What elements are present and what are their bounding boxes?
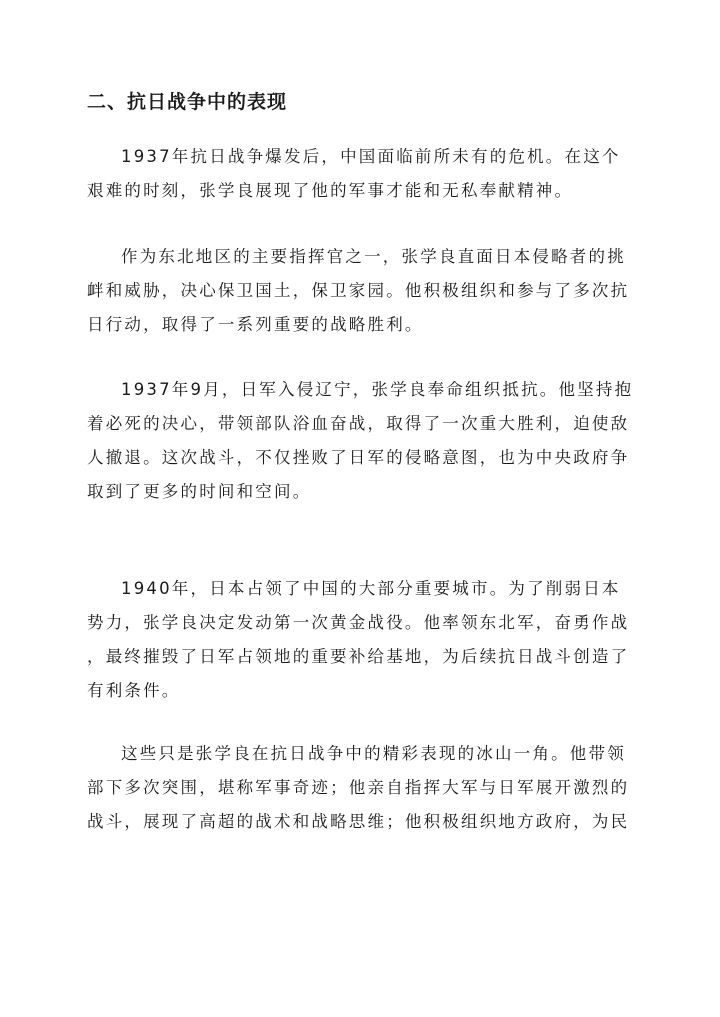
paragraph-2: [87, 240, 647, 342]
paragraph-line: 1937年抗日战争爆发后，中国面临前所未有的危机。在这个: [121, 147, 621, 166]
paragraph-line: 部下多次突围，堪称军事奇迹；他亲自指挥大军与日军展开激烈的: [87, 778, 630, 797]
paragraph-line: 日行动，取得了一系列重要的战略胜利。: [87, 315, 424, 334]
paragraph-line: 1940年，日本占领了中国的大部分重要城市。为了削弱日本: [121, 579, 621, 598]
paragraph-line: ，最终摧毁了日军占领地的重要补给基地，为后续抗日战斗创造了: [87, 647, 630, 666]
paragraph-4: [87, 572, 647, 708]
paragraph-line: 人撤退。这次战斗，不仅挫败了日军的侵略意图，也为中央政府争: [87, 448, 630, 467]
paragraph-line: 有利条件。: [87, 681, 181, 700]
paragraph-line: 着必死的决心，带领部队浴血奋战，取得了一次重大胜利，迫使敌: [87, 414, 630, 433]
paragraph-line: 艰难的时刻，张学良展现了他的军事才能和无私奉献精神。: [87, 181, 574, 200]
paragraph-line: 势力，张学良决定发动第一次黄金战役。他率领东北军，奋勇作战: [87, 613, 630, 632]
paragraph-line: 衅和威胁，决心保卫国土，保卫家园。他积极组织和参与了多次抗: [87, 281, 630, 300]
paragraph-line: 作为东北地区的主要指挥官之一，张学良直面日本侵略者的挑: [121, 247, 626, 266]
paragraph-5: [87, 737, 647, 839]
paragraph-line: 取到了更多的时间和空间。: [87, 482, 312, 501]
paragraph-line: 战斗，展现了高超的战术和战略思维；他积极组织地方政府，为民: [87, 812, 630, 831]
paragraph-line: 1937年9月，日军入侵辽宁，张学良奉命组织抵抗。他坚持抱: [121, 380, 634, 399]
section-heading: 二、抗日战争中的表现: [87, 91, 288, 113]
paragraph-1: [87, 140, 647, 208]
paragraph-line: 这些只是张学良在抗日战争中的精彩表现的冰山一角。他带领: [121, 744, 626, 763]
paragraph-3: [87, 373, 647, 509]
